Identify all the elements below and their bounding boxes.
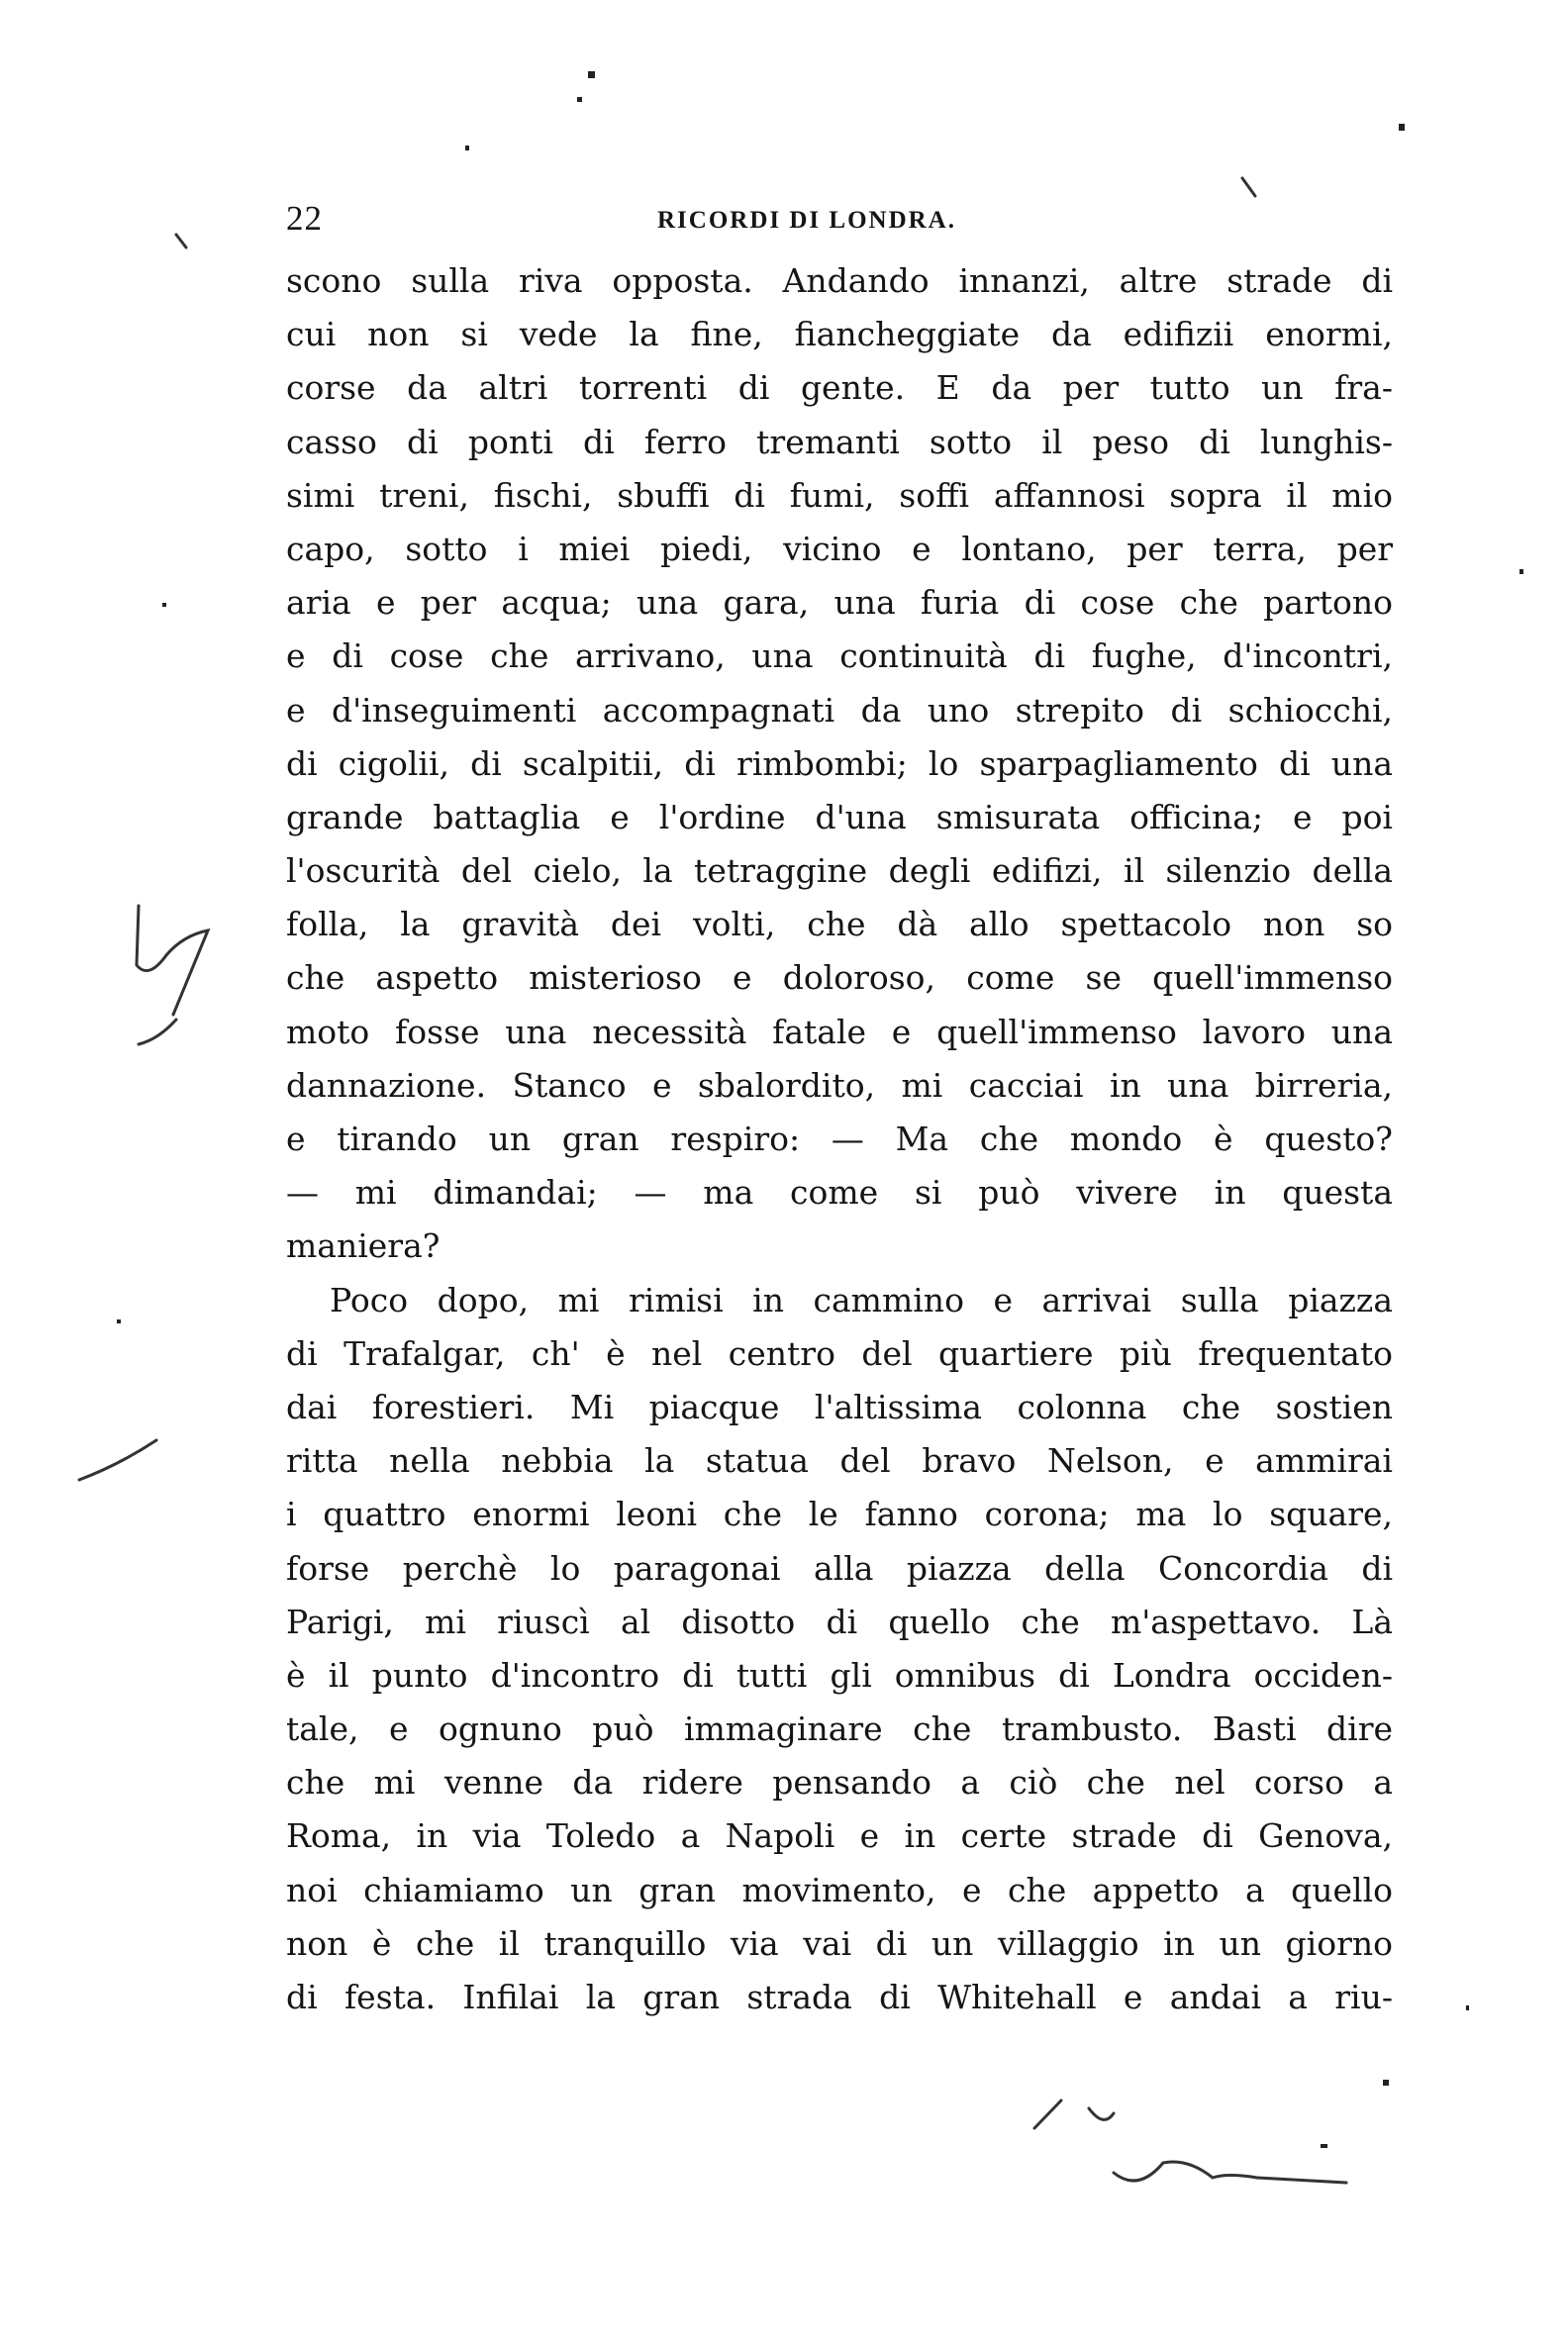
- text-line: di Trafalgar, ch' è nel centro del quartiere più frequentato: [286, 1333, 1393, 1373]
- text-line: noi chiamiamo un gran movimento, e che appetto a quello: [286, 1870, 1393, 1909]
- text-line: forse perchè lo paragonai alla piazza della Concordia di: [286, 1548, 1393, 1588]
- text-line: aria e per acqua; una gara, una furia di cose che partono: [286, 583, 1393, 623]
- running-head: [286, 194, 1393, 244]
- margin-scribble: [79, 1440, 156, 1480]
- text-line: Roma, in via Toledo a Napoli e in certe strade di Genova,: [286, 1816, 1393, 1856]
- text-line: e di cose che arrivano, una continuità di fughe, d'incontri,: [286, 636, 1393, 676]
- margin-scribble: [176, 235, 186, 247]
- paragraph-end-line: maniera?: [286, 1226, 441, 1266]
- margin-scribble: [1034, 2100, 1061, 2128]
- text-line: i quattro enormi leoni che le fanno corona; ma lo square,: [286, 1495, 1393, 1534]
- dust-speck: [1321, 2144, 1327, 2148]
- text-line: dai forestieri. Mi piacque l'altissima colonna che sostien: [286, 1387, 1393, 1426]
- dust-speck: [162, 603, 166, 607]
- dust-speck: [1466, 2005, 1469, 2010]
- text-line: corse da altri torrenti di gente. E da per tutto un fra-: [286, 368, 1393, 408]
- dust-speck: [1399, 124, 1405, 131]
- dust-speck: [117, 1319, 121, 1323]
- page-number: 22: [286, 199, 323, 238]
- text-line: dannazione. Stanco e sbalordito, mi cacciai in una birreria,: [286, 1065, 1393, 1105]
- text-line: — mi dimandai; — ma come si può vivere in questa: [286, 1173, 1393, 1213]
- text-line: è il punto d'incontro di tutti gli omnibus di Londra occiden-: [286, 1655, 1393, 1695]
- text-line: di cigolii, di scalpitii, di rimbombi; lo sparpagliamento di una: [286, 743, 1393, 783]
- margin-scribble: [137, 906, 208, 1015]
- dust-speck: [577, 97, 582, 102]
- margin-scribble: [139, 1020, 176, 1044]
- text-line: che mi venne da ridere pensando a ciò che nel corso a: [286, 1763, 1393, 1803]
- text-line: ritta nella nebbia la statua del bravo Nelson, e ammirai: [286, 1441, 1393, 1481]
- text-line: cui non si vede la fine, fiancheggiate da edifizii enormi,: [286, 315, 1393, 354]
- text-line: folla, la gravità dei volti, che dà allo spettacolo non so: [286, 905, 1393, 944]
- text-line: di festa. Infilai la gran strada di Whitehall e andai a riu-: [286, 1978, 1393, 2016]
- text-line: e d'inseguimenti accompagnati da uno strepito di schiocchi,: [286, 690, 1393, 730]
- dust-speck: [465, 146, 469, 150]
- text-line: l'oscurità del cielo, la tetraggine degli edifizi, il silenzio della: [286, 851, 1393, 891]
- margin-scribble: [1089, 2108, 1114, 2119]
- text-line: moto fosse una necessità fatale e quell'immenso lavoro una: [286, 1012, 1393, 1051]
- text-line: tale, e ognuno può immaginare che trambusto. Basti dire: [286, 1709, 1393, 1749]
- running-title: RICORDI DI LONDRA.: [657, 207, 956, 234]
- body-text: [286, 254, 1393, 2024]
- dust-speck: [1519, 569, 1523, 574]
- text-line: e tirando un gran respiro: — Ma che mondo è questo?: [286, 1120, 1393, 1158]
- text-line: che aspetto misterioso e doloroso, come se quell'immenso: [286, 958, 1393, 998]
- text-line: Parigi, mi riuscì al disotto di quello che m'aspettavo. Là: [286, 1602, 1393, 1641]
- text-line: non è che il tranquillo via vai di un villaggio in un giorno: [286, 1923, 1393, 1963]
- text-line: capo, sotto i miei piedi, vicino e lontano, per terra, per: [286, 529, 1393, 568]
- text-line: grande battaglia e l'ordine d'una smisurata officina; e poi: [286, 797, 1393, 836]
- margin-scribble: [1114, 2162, 1346, 2183]
- text-line: casso di ponti di ferro tremanti sotto il peso di lunghis-: [286, 422, 1393, 461]
- text-line: scono sulla riva opposta. Andando innanzi, altre strade di: [286, 261, 1393, 300]
- dust-speck: [588, 71, 595, 78]
- paragraph-start-line: Poco dopo, mi rimisi in cammino e arrivai sulla piazza: [330, 1280, 1393, 1319]
- text-line: simi treni, fischi, sbuffi di fumi, soffi affannosi sopra il mio: [286, 475, 1393, 515]
- dust-speck: [1383, 2080, 1389, 2086]
